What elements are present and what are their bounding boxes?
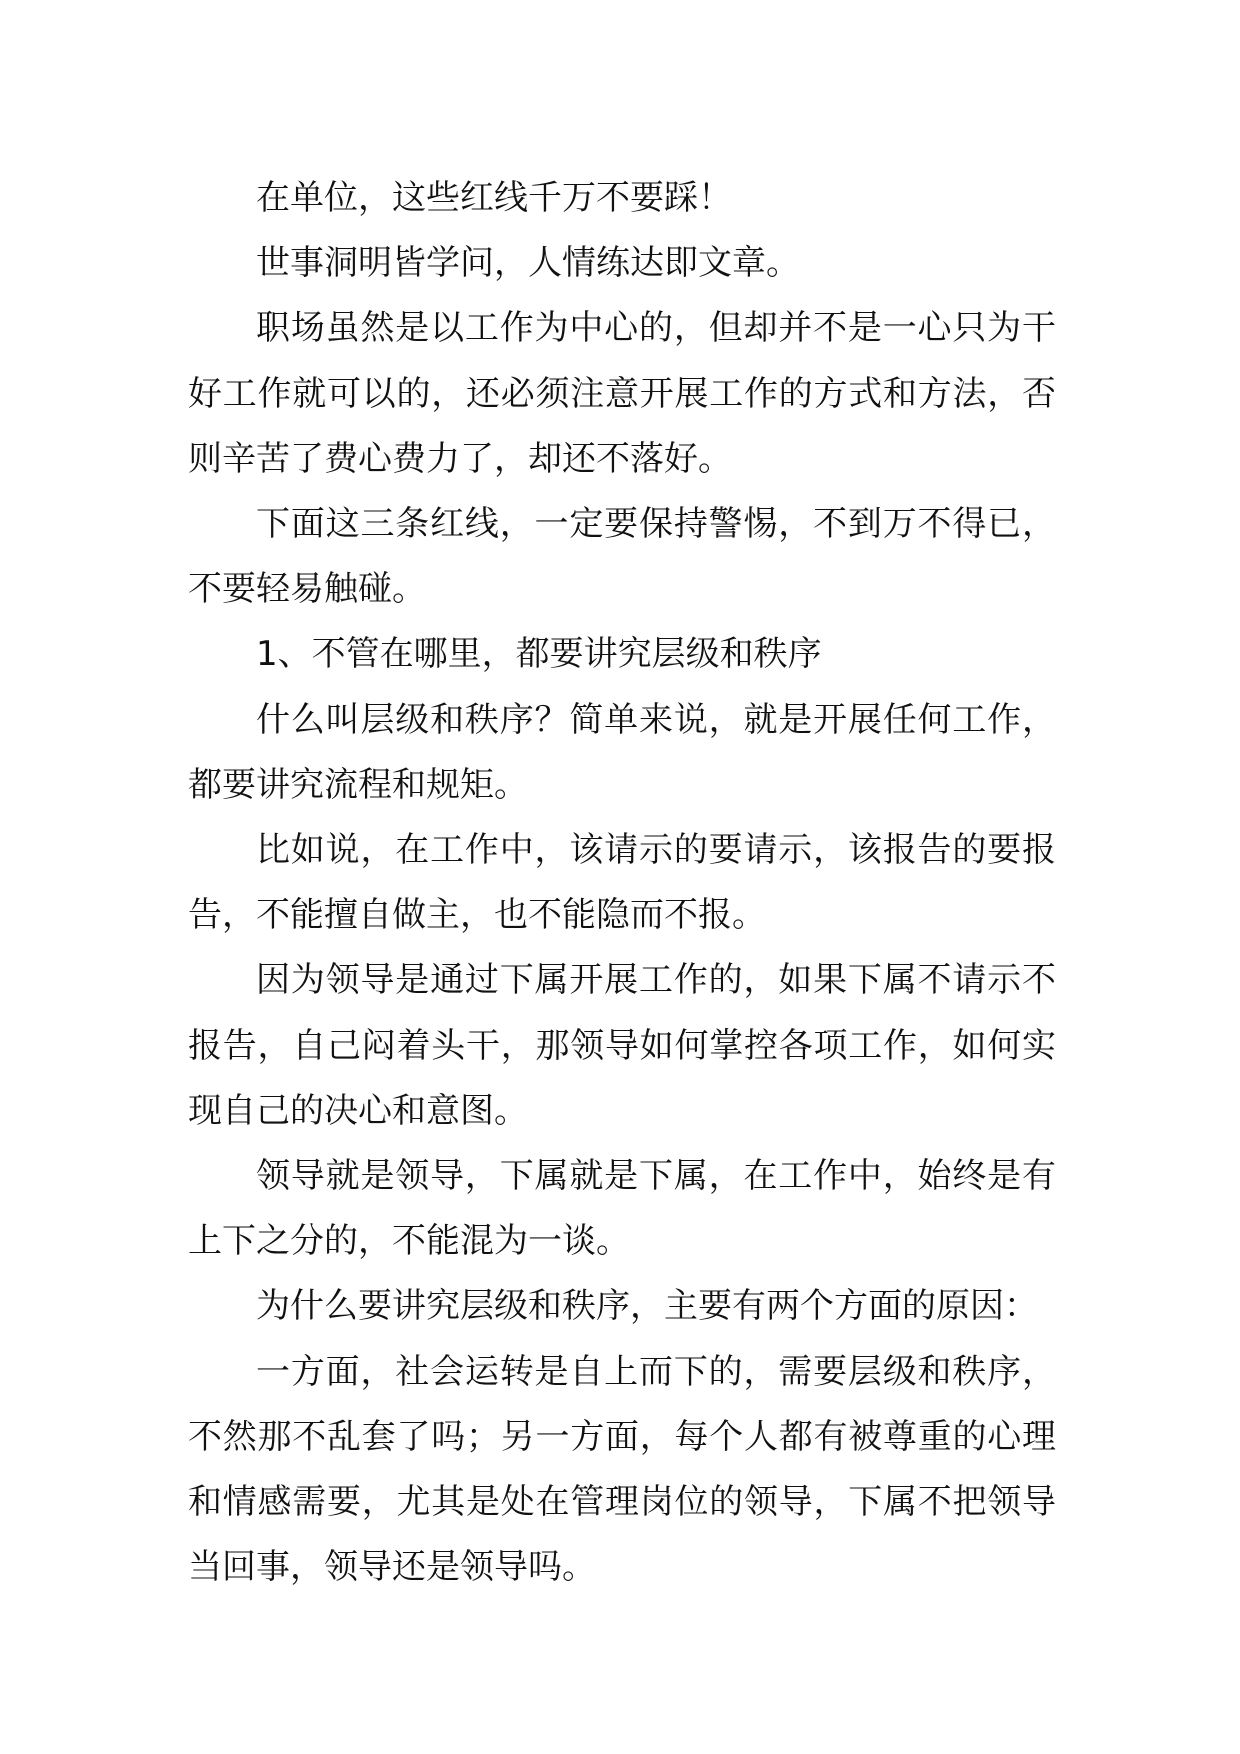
- paragraph-definition: 什么叫层级和秩序？简单来说，就是开展任何工作，都要讲究流程和规矩。: [188, 699, 1056, 805]
- paragraph-two-aspects: 一方面，社会运转是自上而下的，需要层级和秩序，不然那不乱套了吗；另一方面，每个人都有被尊重的心理和情感需要，尤其是处在管理岗位的领导，下属不把领导当回事，领导还是领导吗。: [188, 1351, 1056, 1588]
- section-heading-1: 1、不管在哪里，都要讲究层级和秩序: [256, 634, 822, 675]
- paragraph-reason: 因为领导是通过下属开展工作的，如果下属不请示不报告，自己闷着头干，那领导如何掌控各项工作，如何实现自己的决心和意图。: [188, 960, 1056, 1131]
- document-page: [188, 166, 1056, 1600]
- paragraph-intro: 职场虽然是以工作为中心的，但却并不是一心只为干好工作就可以的，还必须注意开展工作的方式和方法，否则辛苦了费心费力了，却还不落好。: [188, 308, 1056, 479]
- paragraph-red-lines: 下面这三条红线，一定要保持警惕，不到万不得已，不要轻易触碰。: [188, 504, 1056, 610]
- paragraph-quote: 世事洞明皆学问，人情练达即文章。: [256, 243, 800, 284]
- article-title: 在单位，这些红线千万不要踩！: [256, 178, 732, 218]
- paragraph-example: 比如说，在工作中，该请示的要请示，该报告的要报告，不能擅自做主，也不能隐而不报。: [188, 830, 1056, 936]
- paragraph-why: 为什么要讲究层级和秩序，主要有两个方面的原因：: [256, 1286, 1038, 1327]
- paragraph-hierarchy: 领导就是领导，下属就是下属，在工作中，始终是有上下之分的，不能混为一谈。: [188, 1156, 1056, 1262]
